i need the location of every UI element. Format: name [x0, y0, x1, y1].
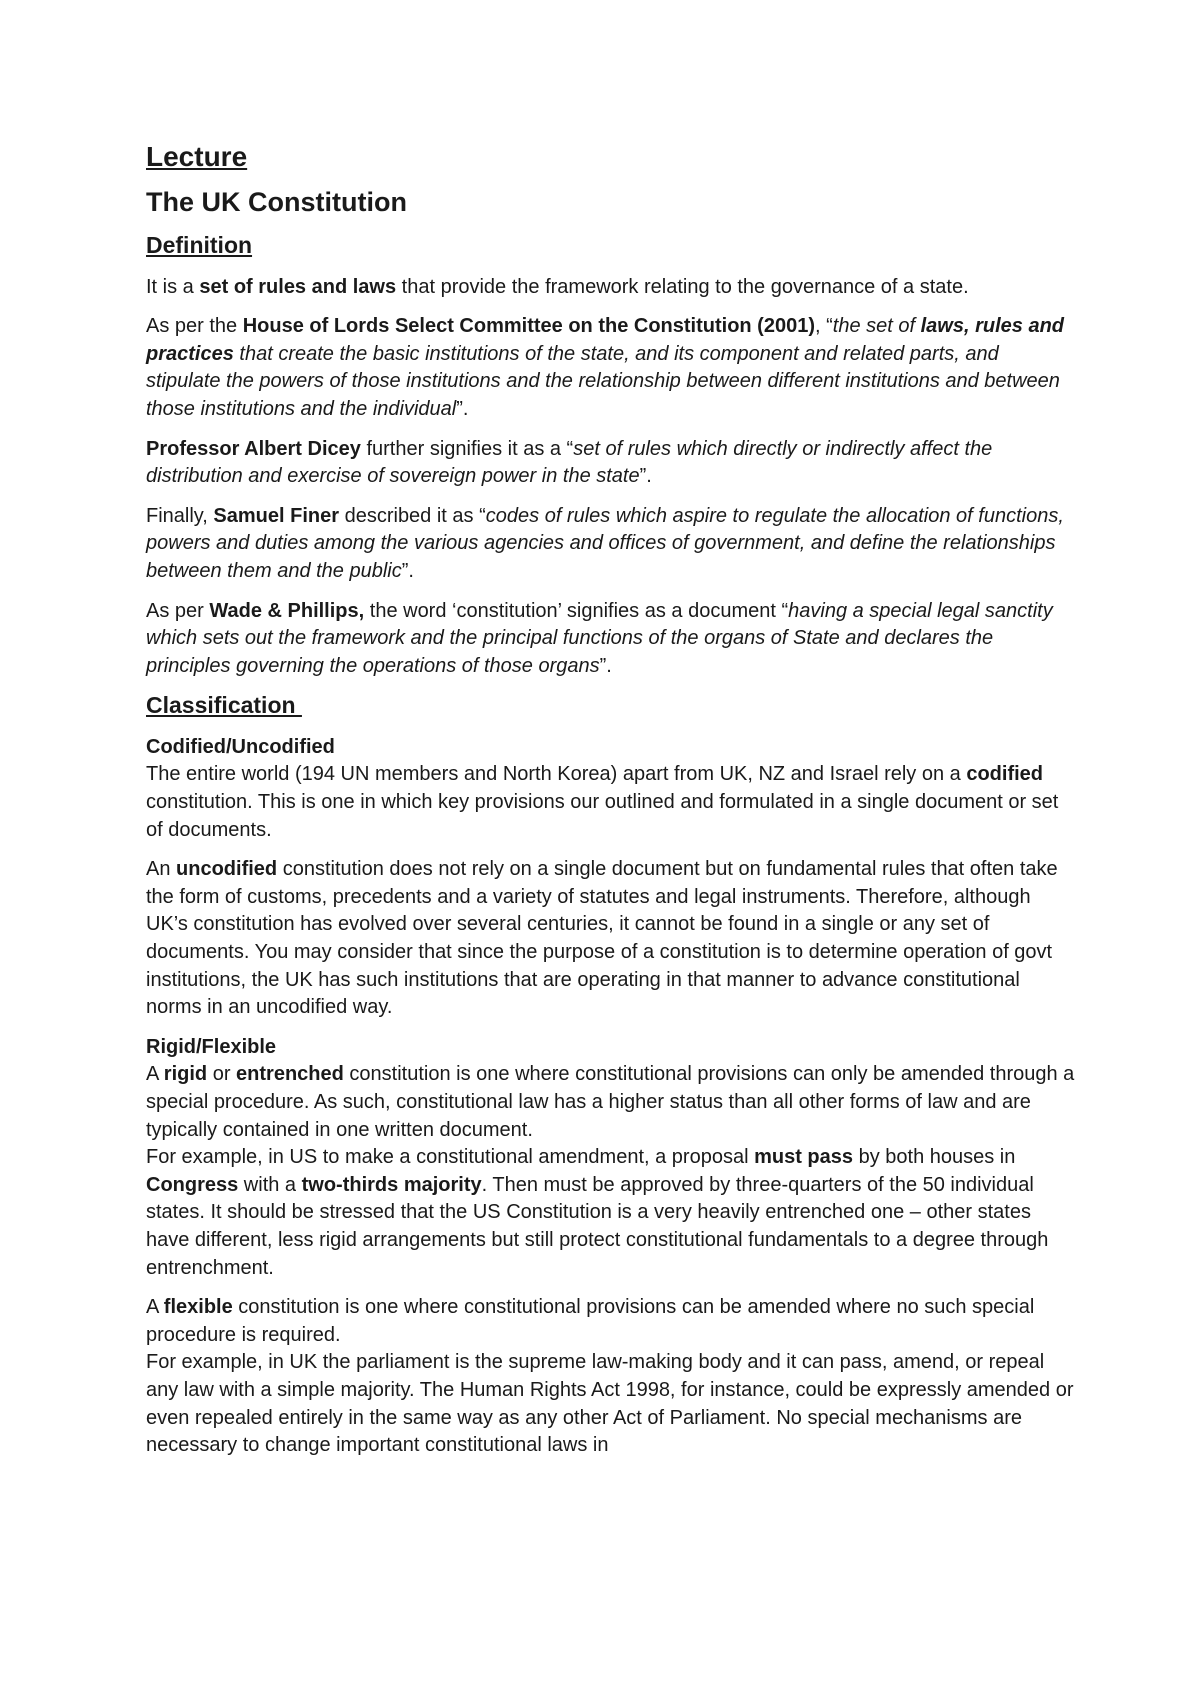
definition-heading: Definition [146, 231, 253, 258]
definition-paragraph-1: It is a set of rules and laws that provide the framework relating to the governance of a state. [146, 275, 969, 298]
definition-paragraph-4: Finally, Samuel Finer described it as “codes of rules which aspire to regulate the allocation of functions, powers and duties among the various agencies and offices of government, and define the relationships between them and the public”. [146, 504, 1064, 582]
document-title: The UK Constitution [146, 186, 407, 217]
flexible-paragraph-2: For example, in UK the parliament is the supreme law-making body and it can pass, amend, or repeal any law with a simple majority. The Human Rights Act 1998, for instance, could be expressly amended or even repealed entirely in the same way as any other Act of Parliament. No special mechanisms are necessary to change important constitutional laws in [146, 1351, 1074, 1457]
document-page [146, 140, 1076, 1460]
definition-paragraph-3: Professor Albert Dicey further signifies it as a “set of rules which directly or indirectly affect the distribution and exercise of sovereign power in the state”. [146, 437, 993, 488]
codified-paragraph-2: An uncodified constitution does not rely on a single document but on fundamental rules that often take the form of customs, precedents and a variety of statutes and legal instruments. Therefore, although UK’s constitution has evolved over several centuries, it cannot be found in a single or any set of documents. You may consider that since the purpose of a constitution is to determine operation of govt institutions, the UK has such institutions that are operating in that manner to advance constitutional norms in an uncodified way. [146, 858, 1058, 1019]
classification-heading: Classification [146, 692, 302, 719]
rigid-paragraph-2: For example, in US to make a constitutional amendment, a proposal must pass by both houses in Congress with a two-thirds majority. Then must be approved by three-quarters of the 50 individual states. It should be stressed that the US Constitution is a very heavily entrenched one – other states have different, less rigid arrangements but still protect constitutional fundamentals to a degree through entrenchment. [146, 1146, 1049, 1279]
definition-paragraph-2: As per the House of Lords Select Committee on the Constitution (2001), “the set of laws, rules and practices that create the basic institutions of the state, and its component and related parts, and stipulate the powers of those institutions and the relationship between different institutions and between those institutions and the individual”. [146, 315, 1065, 420]
rigid-paragraph-1: A rigid or entrenched constitution is one where constitutional provisions can only be amended through a special procedure. As such, constitutional law has a higher status than all other forms of law and are typically contained in one written document. [146, 1063, 1075, 1141]
codified-paragraph-1: The entire world (194 UN members and North Korea) apart from UK, NZ and Israel rely on a codified constitution. This is one in which key provisions our outlined and formulated in a single document or set of documents. [146, 763, 1059, 841]
flexible-paragraph-1: A flexible constitution is one where constitutional provisions can be amended where no such special procedure is required. [146, 1296, 1035, 1346]
codified-subheading: Codified/Uncodified [146, 735, 335, 758]
document-label: Lecture [146, 141, 248, 172]
definition-paragraph-5: As per Wade & Phillips, the word ‘constitution’ signifies as a document “having a special legal sanctity which sets out the framework and the principal functions of the organs of State and declares the principles governing the operations of those organs”. [146, 599, 1053, 677]
rigid-subheading: Rigid/Flexible [146, 1035, 277, 1058]
